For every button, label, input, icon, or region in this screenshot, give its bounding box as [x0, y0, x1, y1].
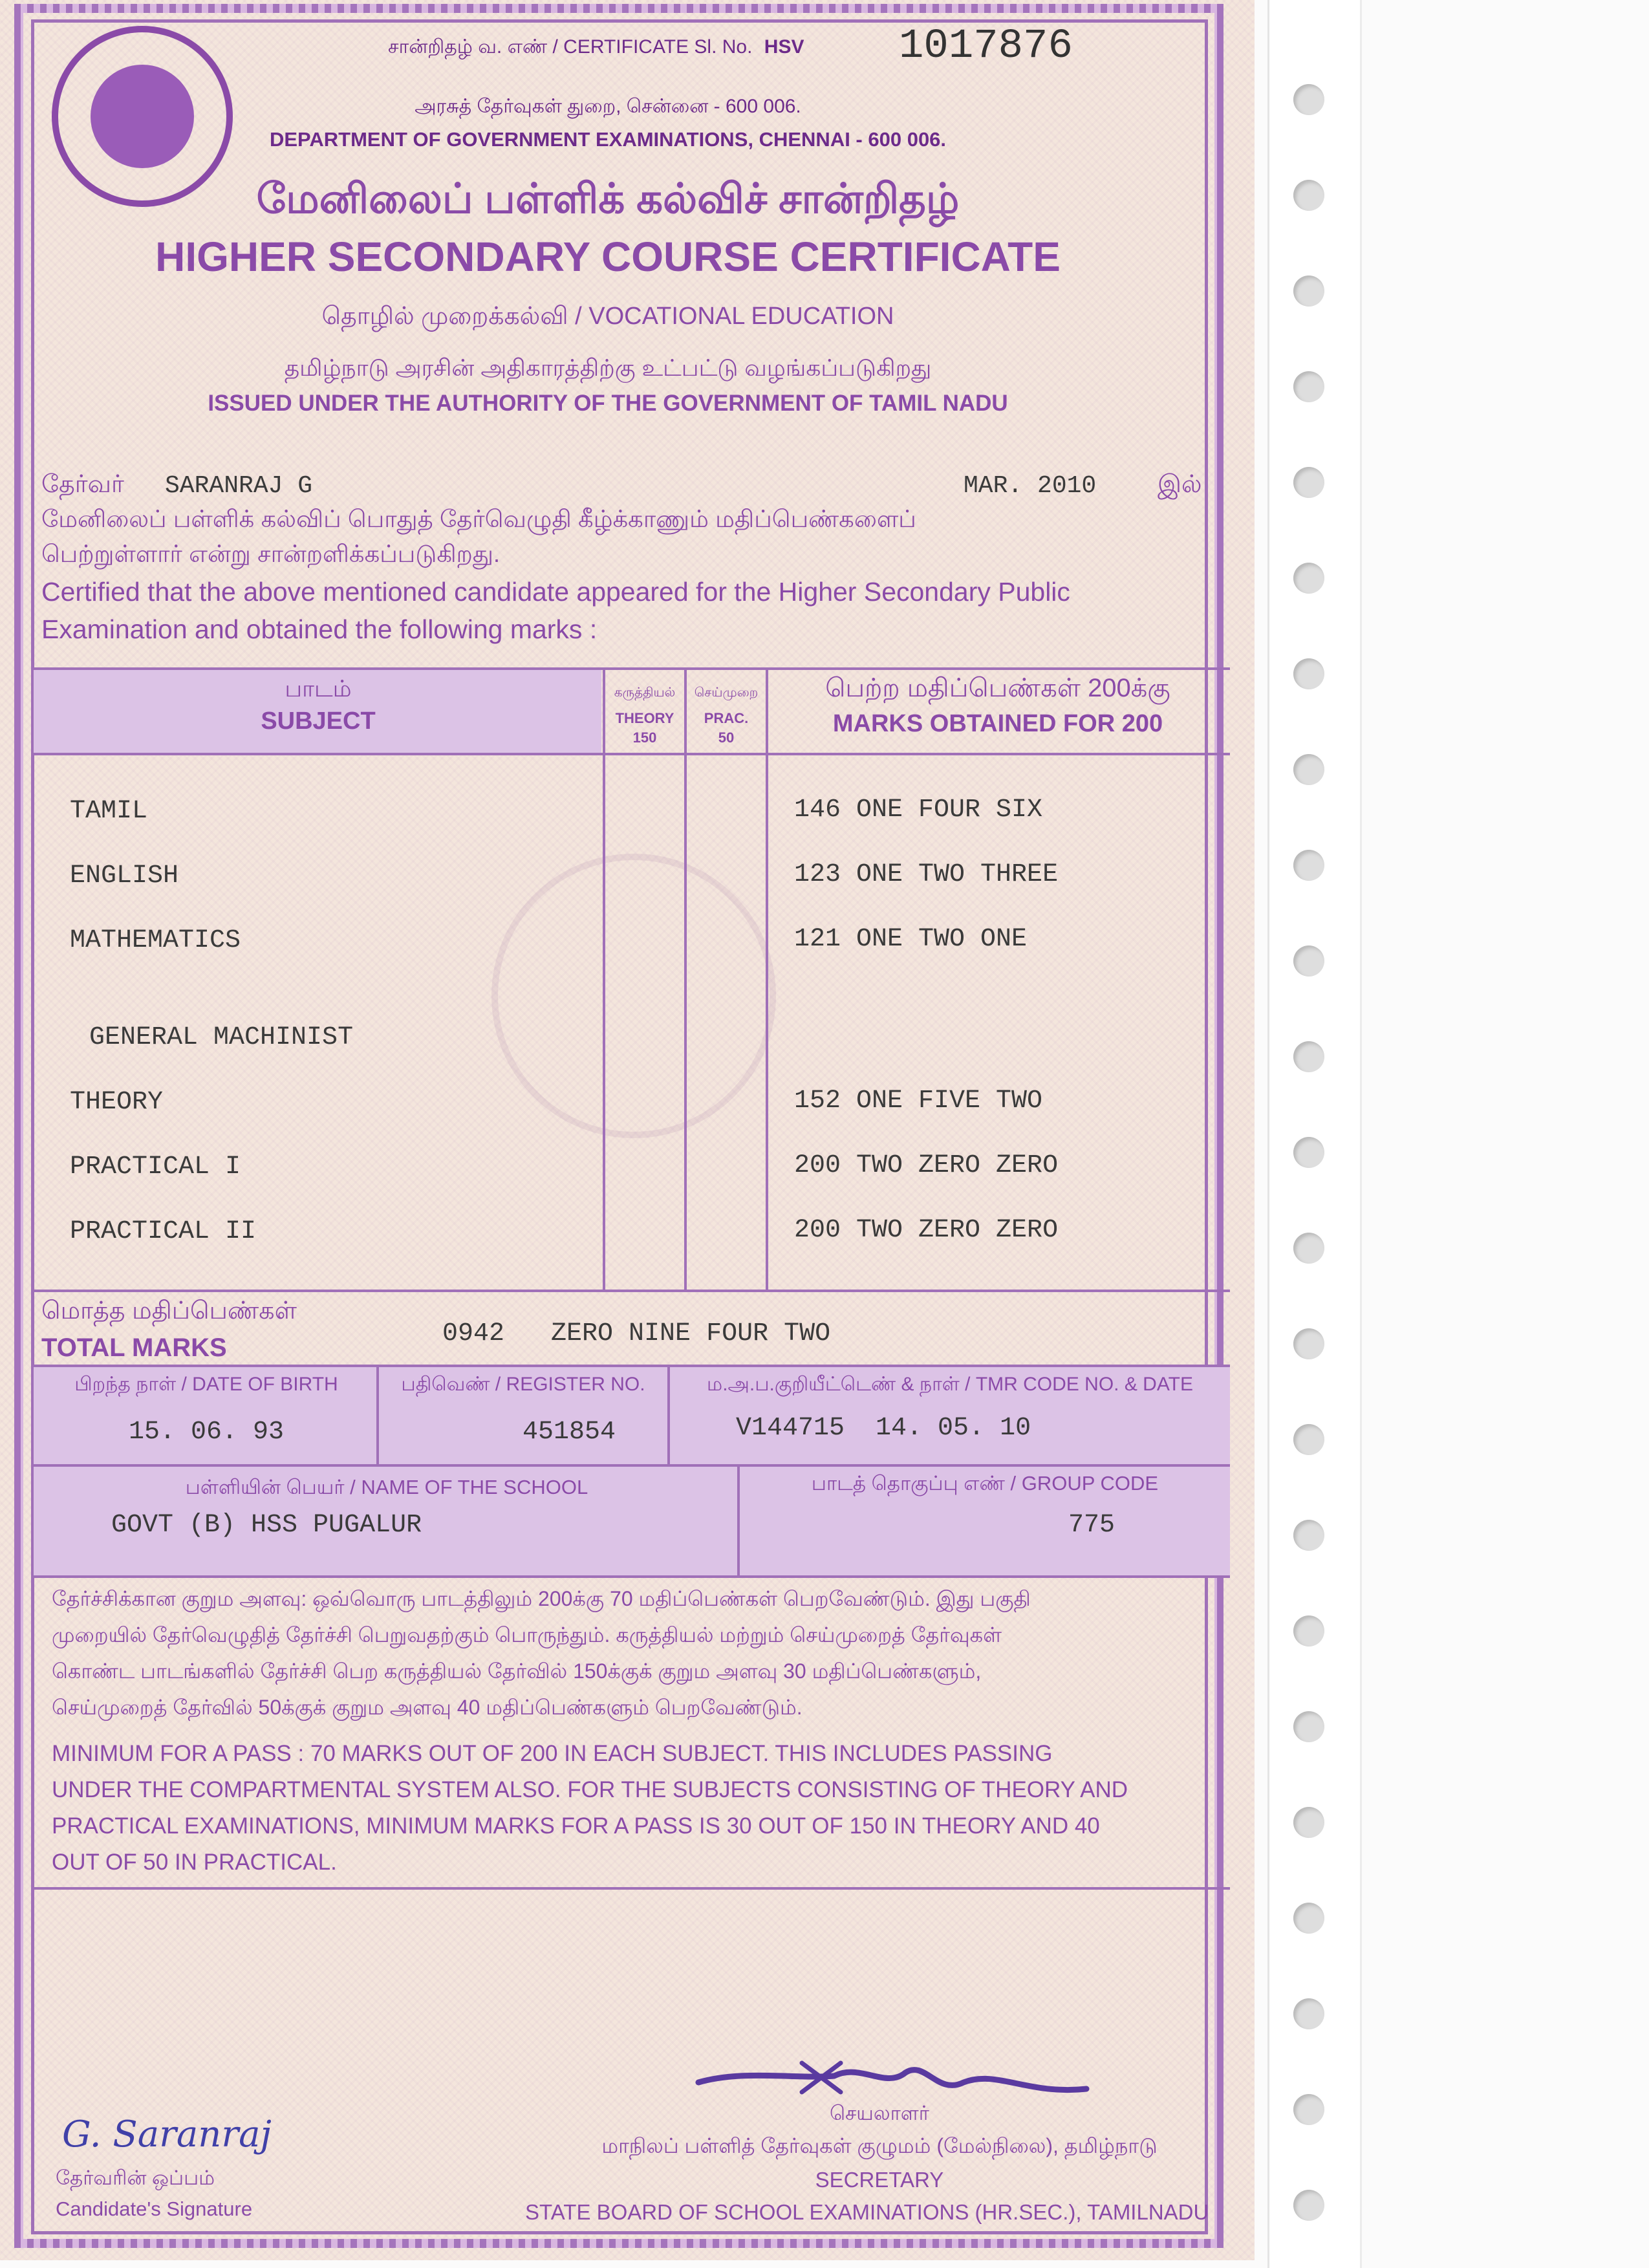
table-row-subject: GENERAL MACHINIST	[89, 1023, 354, 1052]
feed-hole	[1293, 563, 1324, 594]
theory-max: 150	[632, 729, 657, 746]
feed-hole	[1293, 1041, 1324, 1072]
authority-english: ISSUED UNDER THE AUTHORITY OF THE GOVERNMENT OF TAMIL NADU	[208, 391, 1008, 416]
department-english: DEPARTMENT OF GOVERNMENT EXAMINATIONS, CHENNAI - 600 006.	[269, 128, 947, 151]
exam-session: MAR. 2010	[964, 472, 1097, 500]
feed-hole	[1293, 275, 1324, 307]
secretary-tamil: செயலாளர்	[830, 2102, 929, 2124]
certificate-number: 1017876	[899, 23, 1073, 70]
feed-hole	[1293, 1711, 1324, 1742]
department-tamil: அரசுத் தேர்வுகள் துறை, சென்னை - 600 006.	[415, 96, 801, 117]
feed-hole	[1293, 2094, 1324, 2125]
board-name: STATE BOARD OF SCHOOL EXAMINATIONS (HR.SEC.), TAMILNADU	[525, 2200, 1209, 2224]
prac-header: PRAC.	[704, 710, 749, 726]
candidate-signature: G. Saranraj	[62, 2113, 272, 2155]
group-code: 775	[1068, 1511, 1116, 1540]
candidate-signature-label: Candidate's Signature	[56, 2198, 253, 2220]
rules-tamil-line1: தேர்ச்சிக்கான குறும அளவு: ஒவ்வொரு பாடத்திலும் 200க்கு 70 மதிப்பெண்கள் பெறவேண்டும். இது பகுதி	[52, 1587, 1031, 1610]
feed-hole	[1293, 467, 1324, 498]
register-label: பதிவெண் / REGISTER NO.	[401, 1374, 645, 1395]
rules-tamil-line3: கொண்ட பாடங்களில் தேர்ச்சி பெற கருத்தியல் தேர்வில் 150க்குக் குறும அளவு 30 மதிப்பெண்களும்,	[52, 1659, 982, 1683]
total-marks: 0942 ZERO NINE FOUR TWO	[442, 1319, 831, 1348]
certificate-number-label: சான்றிதழ் வ. எண் / CERTIFICATE Sl. No. HSV	[388, 36, 804, 58]
theory-header-tamil: கருத்தியல்	[614, 686, 676, 700]
total-label-tamil: மொத்த மதிப்பெண்கள்	[41, 1297, 297, 1324]
rules-english-line2: UNDER THE COMPARTMENTAL SYSTEM ALSO. FOR THE SUBJECTS CONSISTING OF THEORY AND	[52, 1777, 1128, 1802]
feed-hole	[1293, 850, 1324, 881]
subject-header: SUBJECT	[261, 707, 376, 735]
total-label: TOTAL MARKS	[41, 1334, 227, 1362]
feed-hole	[1293, 371, 1324, 402]
feed-hole	[1293, 1233, 1324, 1264]
feed-hole	[1293, 1424, 1324, 1455]
rules-english-line3: PRACTICAL EXAMINATIONS, MINIMUM MARKS FOR A PASS IS 30 OUT OF 150 IN THEORY AND 40	[52, 1813, 1100, 1839]
marks-header: MARKS OBTAINED FOR 200	[832, 710, 1163, 737]
date-of-birth: 15. 06. 93	[128, 1418, 285, 1447]
register-number: 451854	[523, 1418, 616, 1447]
dob-label: பிறந்த நாள் / DATE OF BIRTH	[74, 1374, 338, 1395]
table-row-marks: 200 TWO ZERO ZERO	[794, 1151, 1059, 1180]
table-row-subject: ENGLISH	[70, 861, 179, 891]
tmr-label: ம.அ.ப.குறியீட்டெண் & நாள் / TMR CODE NO. & DATE	[707, 1374, 1193, 1395]
temple-gopuram-icon	[91, 65, 194, 168]
school-label: பள்ளியின் பெயர் / NAME OF THE SCHOOL	[185, 1476, 588, 1498]
feed-hole	[1293, 1615, 1324, 1647]
feed-hole	[1293, 2190, 1324, 2221]
table-row-subject: THEORY	[70, 1088, 164, 1117]
table-row-marks: 121 ONE TWO ONE	[794, 925, 1028, 954]
certification-tamil-line2: பெற்றுள்ளார் என்று சான்றளிக்கப்படுகிறது.	[41, 541, 501, 567]
table-row-subject: TAMIL	[70, 797, 148, 826]
feed-hole	[1293, 1137, 1324, 1168]
table-row-subject: PRACTICAL II	[70, 1217, 257, 1246]
table-row-marks: 152 ONE FIVE TWO	[794, 1086, 1043, 1116]
certification-tamil-line1: மேனிலைப் பள்ளிக் கல்விப் பொதுத் தேர்வெழுதி கீழ்க்காணும் மதிப்பெண்களைப்	[41, 506, 916, 532]
title-tamil: மேனிலைப் பள்ளிக் கல்விச் சான்றிதழ்	[256, 175, 960, 222]
secretary-label: SECRETARY	[815, 2168, 944, 2192]
feed-hole	[1293, 1328, 1324, 1359]
certification-english-line1: Certified that the above mentioned candidate appeared for the Higher Secondary Public	[41, 577, 1070, 607]
certification-english-line2: Examination and obtained the following marks :	[41, 614, 598, 644]
board-tamil: மாநிலப் பள்ளித் தேர்வுகள் குழுமம் (மேல்நிலை), தமிழ்நாடு	[601, 2134, 1158, 2157]
group-code-label: பாடத் தொகுப்பு எண் / GROUP CODE	[811, 1472, 1159, 1495]
school-name: GOVT (B) HSS PUGALUR	[111, 1511, 422, 1540]
feed-hole	[1293, 1520, 1324, 1551]
candidate-signature-label-tamil: தேர்வரின் ஒப்பம்	[56, 2166, 215, 2189]
subject-header-tamil: பாடம்	[285, 675, 352, 702]
table-row-marks: 146 ONE FOUR SIX	[794, 795, 1043, 825]
table-row-subject: MATHEMATICS	[70, 926, 241, 955]
candidate-suffix-tamil: இல்	[1158, 471, 1202, 498]
feed-hole	[1293, 1807, 1324, 1838]
title-english: HIGHER SECONDARY COURSE CERTIFICATE	[155, 233, 1061, 280]
authority-tamil: தமிழ்நாடு அரசின் அதிகாரத்திற்கு உட்பட்டு வழங்கப்படுகிறது	[284, 354, 932, 381]
candidate-prefix-tamil: தேர்வர்	[41, 471, 124, 498]
feed-hole	[1293, 754, 1324, 785]
rules-english-line4: OUT OF 50 IN PRACTICAL.	[52, 1850, 337, 1875]
watermark-emblem	[491, 854, 776, 1138]
table-row-subject: PRACTICAL I	[70, 1152, 241, 1182]
rules-tamil-line4: செய்முறைத் தேர்வில் 50க்குக் குறும அளவு 40 மதிப்பெண்களும் பெறவேண்டும்.	[52, 1696, 803, 1719]
tmr-code-date: V144715 14. 05. 10	[736, 1414, 1031, 1443]
stream-label: தொழில் முறைக்கல்வி / VOCATIONAL EDUCATION	[321, 303, 894, 330]
feed-hole	[1293, 84, 1324, 115]
rules-tamil-line2: முறையில் தேர்வெழுதித் தேர்ச்சி பெறுவதற்கும் பொருந்தும். கருத்தியல் மற்றும் செய்முறைத் தேர்வுகள்	[52, 1623, 1002, 1647]
feed-hole	[1293, 1998, 1324, 2029]
feed-hole	[1293, 1903, 1324, 1934]
rules-english-line1: MINIMUM FOR A PASS : 70 MARKS OUT OF 200 IN EACH SUBJECT. THIS INCLUDES PASSING	[52, 1741, 1053, 1766]
table-row-marks: 123 ONE TWO THREE	[794, 860, 1059, 889]
theory-header: THEORY	[615, 710, 674, 726]
feed-hole	[1293, 945, 1324, 977]
feed-hole	[1293, 658, 1324, 689]
feed-hole	[1293, 180, 1324, 211]
marks-header-tamil: பெற்ற மதிப்பெண்கள் 200க்கு	[825, 674, 1170, 702]
table-row-marks: 200 TWO ZERO ZERO	[794, 1216, 1059, 1245]
prac-max: 50	[718, 729, 735, 746]
candidate-name: SARANRAJ G	[165, 472, 313, 500]
prac-header-tamil: செய்முறை	[694, 686, 759, 700]
